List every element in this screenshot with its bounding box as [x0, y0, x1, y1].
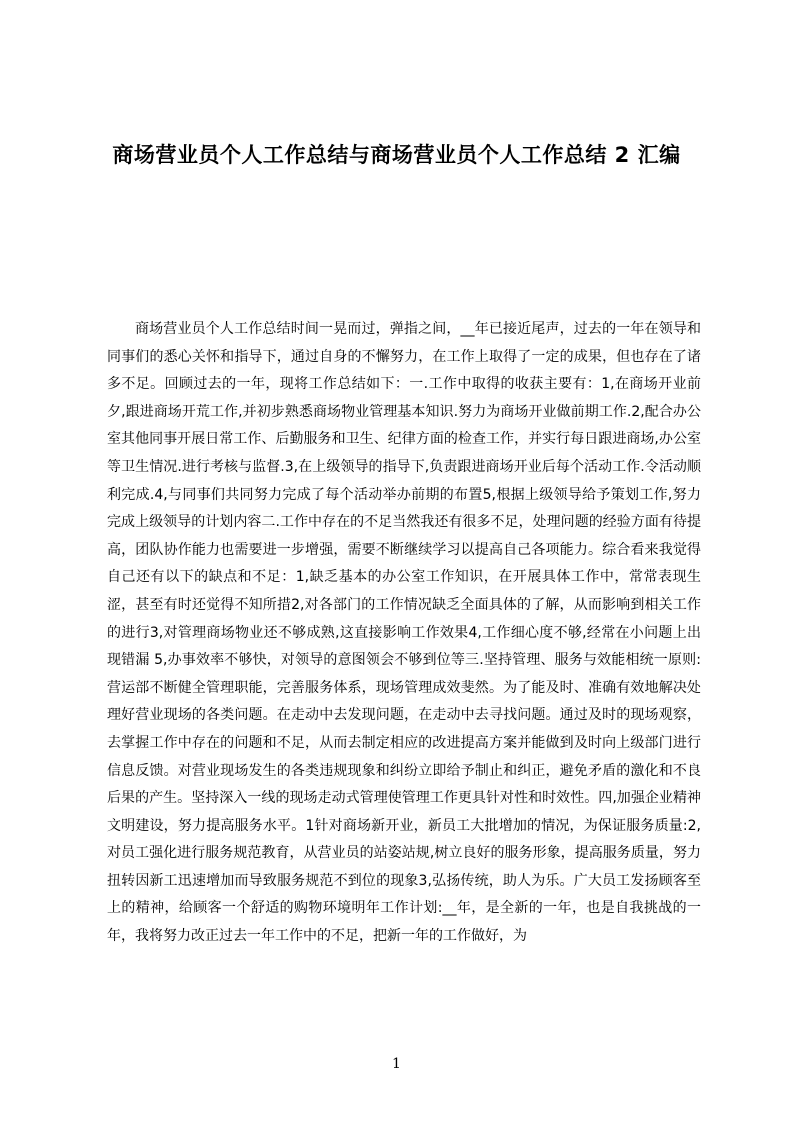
page-number: 1 — [392, 1056, 401, 1072]
body-paragraph: 商场营业员个人工作总结时间一晃而过，弹指之间，__年已接近尾声，过去的一年在领导和同事们的悉心关怀和指导下，通过自身的不懈努力，在工作上取得了一定的成果，但也存在了诸多不足。回顾过去的一年，现将工作总结如下：一.工作中取得的收获主要有：1,在商场开业前夕,跟进商场开荒工作,并初步熟悉商场物业管理基本知识.努力为商场开业做前期工作.2,配合办公室其他同事开展日常工作、后勤服务和卫生、纪律方面的检查工作，并实行每日跟进商场,办公室等卫生情况.进行考核与监督.3,在上级领导的指导下,负责跟进商场开业后每个活动工作.令活动顺利完成.4,与同事们共同努力完成了每个活动举办前期的布置5,根据上级领导给予策划工作,努力完成上级领导的计划内容二.工作中存在的不足当然我还有很多不足，处理问题的经验方面有待提高，团队协作能力也需要进一步增强，需要不断继续学习以提高自己各项能力。综合看来我觉得自己还有以下的缺点和不足：1,缺乏基本的办公室工作知识，在开展具体工作中，常常表现生涩，甚至有时还觉得不知所措2,对各部门的工作情况缺乏全面具体的了解，从而影响到相关工作的进行3,对管理商场物业还不够成熟,这直接影响工作效果4,工作细心度不够,经常在小问题上出现错漏 5,办事效率不够快，对领导的意图领会不够到位等三.坚持管理、服务与效能相统一原则:营运部不断健全管理职能，完善服务体系，现场管理成效斐然。为了能及时、准确有效地解决处理好营业现场的各类问题。在走动中去发现问题，在走动中去寻找问题。通过及时的现场观察，去掌握工作中存在的问题和不足，从而去制定相应的改进提高方案并能做到及时向上级部门进行信息反馈。对营业现场发生的各类违规现象和纠纷立即给予制止和纠正，避免矛盾的激化和不良后果的产生。坚持深入一线的现场走动式管理使管理工作更具针对性和时效性。四,加强企业精神文明建设，努力提高服务水平。1针对商场新开业，新员工大批增加的情况，为保证服务质量:2,对员工强化进行服务规范教育，从营业员的站姿站规,树立良好的服务形象，提高服务质量，努力扭转因新工迅速增加而导致服务规范不到位的现象3,弘扬传统，助人为乐。广大员工发扬顾客至上的精神，给顾客一个舒适的购物环境明年工作计划:__年，是全新的一年，也是自我挑战的一年，我将努力改正过去一年工作中的不足，把新一年的工作做好，为 — [107, 321, 701, 945]
document-title: 商场营业员个人工作总结与商场营业员个人工作总结 2 汇编 — [112, 143, 681, 167]
